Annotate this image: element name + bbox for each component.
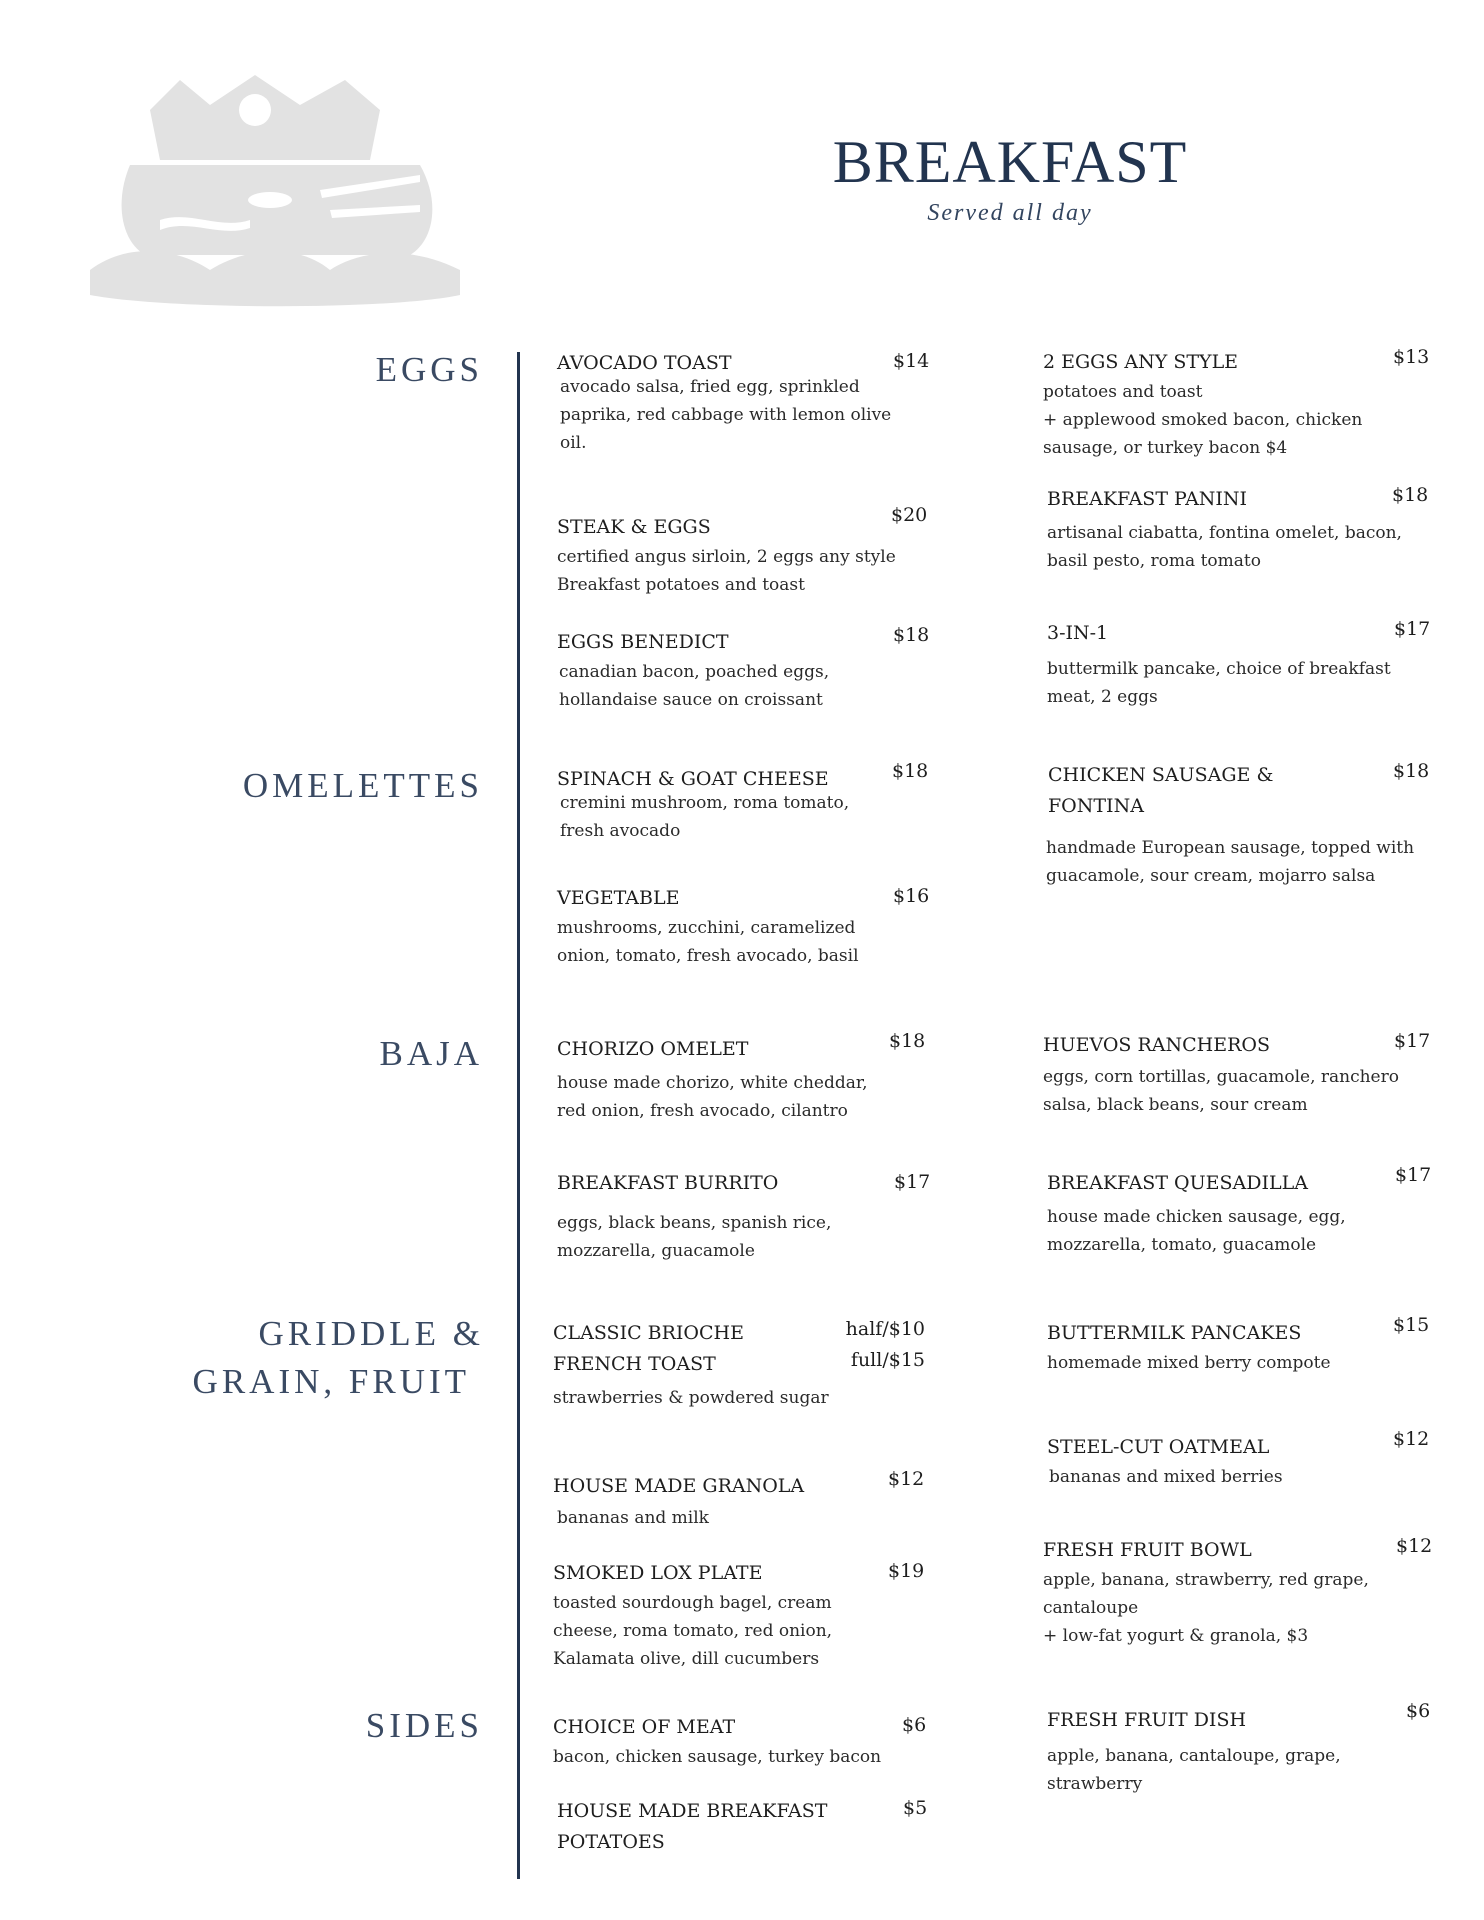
item-price: $19	[888, 1560, 925, 1582]
item-name: BREAKFAST PANINI	[1047, 488, 1248, 510]
item-description: house made chorizo, white cheddar, red onion, fresh avocado, cilantro	[557, 1073, 868, 1121]
item-name: BUTTERMILK PANCAKES	[1047, 1322, 1302, 1344]
item-description: strawberries & powdered sugar	[553, 1388, 829, 1408]
item-name: FRESH FRUIT BOWL	[1043, 1539, 1252, 1561]
item-price: $12	[1396, 1535, 1433, 1557]
item-description: eggs, black beans, spanish rice, mozzarella, guacamole	[557, 1213, 832, 1261]
item-name: AVOCADO TOAST	[557, 352, 732, 374]
item-name-line1: CLASSIC BRIOCHE	[553, 1322, 744, 1344]
item-description: bananas and mixed berries	[1049, 1467, 1283, 1487]
item-addon: + low-fat yogurt & granola, $3	[1043, 1626, 1309, 1646]
item-description: bananas and milk	[557, 1508, 709, 1528]
menu-item-fresh-fruit-dish	[1047, 1705, 1347, 1798]
section-divider-line	[517, 352, 520, 1879]
item-description: canadian bacon, poached eggs, hollandaise sauce on croissant	[559, 662, 830, 710]
item-description: handmade European sausage, topped with guacamole, sour cream, mojarro salsa	[1046, 838, 1415, 886]
item-price: $14	[893, 350, 930, 372]
lion-crown-logo	[90, 70, 470, 310]
item-description: eggs, corn tortillas, guacamole, ranchero salsa, black beans, sour cream	[1043, 1067, 1399, 1115]
item-name-line1: CHICKEN SAUSAGE &	[1048, 764, 1274, 786]
item-price: $18	[1392, 484, 1429, 506]
item-name: CHOICE OF MEAT	[553, 1716, 736, 1738]
menu-item-chicken-sausage-fontina	[1048, 760, 1418, 890]
item-price: $20	[891, 504, 928, 526]
item-price: $18	[889, 1030, 926, 1052]
menu-title: BREAKFAST	[832, 129, 1188, 195]
item-price: $5	[903, 1797, 928, 1819]
item-description: potatoes and toast	[1043, 382, 1203, 402]
menu-item-spinach-goat-cheese	[557, 764, 897, 845]
item-description: toasted sourdough bagel, cream cheese, roma tomato, red onion, Kalamata olive, dill cucumbers	[553, 1593, 833, 1669]
menu-subtitle: Served all day	[927, 200, 1093, 226]
item-description: apple, banana, cantaloupe, grape, strawberry	[1047, 1746, 1341, 1794]
item-name: BREAKFAST QUESADILLA	[1047, 1172, 1308, 1194]
item-name: STEEL-CUT OATMEAL	[1047, 1436, 1270, 1458]
item-price: $6	[1406, 1700, 1431, 1722]
item-price: $17	[1395, 1164, 1432, 1186]
item-name: SMOKED LOX PLATE	[553, 1562, 763, 1584]
item-price: $13	[1393, 346, 1430, 368]
menu-item-house-made-breakfast-potatoes	[557, 1796, 877, 1858]
item-description: artisanal ciabatta, fontina omelet, bacon, basil pesto, roma tomato	[1047, 523, 1402, 571]
menu-item-eggs-benedict	[557, 627, 857, 714]
item-name: CHORIZO OMELET	[557, 1038, 749, 1060]
item-description: avocado salsa, fried egg, sprinkled paprika, red cabbage with lemon olive oil.	[560, 377, 892, 453]
item-price: $18	[892, 760, 929, 782]
item-description: homemade mixed berry compote	[1047, 1353, 1331, 1373]
item-name-line2: FONTINA	[1048, 795, 1144, 817]
section-griddle-line1: GRIDDLE &	[258, 1314, 484, 1353]
section-griddle-line2: GRAIN, FRUIT	[192, 1362, 470, 1401]
item-description: apple, banana, strawberry, red grape, cantaloupe	[1043, 1570, 1369, 1618]
section-baja: BAJA	[379, 1034, 483, 1073]
item-name: SPINACH & GOAT CHEESE	[557, 768, 829, 790]
item-name: HOUSE MADE GRANOLA	[553, 1475, 805, 1497]
item-description: cremini mushroom, roma tomato, fresh avocado	[560, 793, 850, 841]
item-name-line2: FRENCH TOAST	[553, 1353, 716, 1375]
item-price: $15	[1393, 1314, 1430, 1336]
item-name: 2 EGGS ANY STYLE	[1043, 351, 1239, 373]
item-description: bacon, chicken sausage, turkey bacon	[553, 1747, 882, 1767]
item-price: $18	[1393, 760, 1430, 782]
item-price-half: half/$10	[845, 1318, 925, 1340]
item-description: house made chicken sausage, egg, mozzarella, tomato, guacamole	[1047, 1207, 1346, 1255]
item-name: VEGETABLE	[557, 887, 680, 909]
item-price: $18	[893, 624, 930, 646]
menu-item-breakfast-burrito	[557, 1168, 857, 1265]
menu-item-huevos-rancheros	[1043, 1030, 1413, 1119]
item-price: $6	[902, 1714, 927, 1736]
item-name: EGGS BENEDICT	[557, 631, 729, 653]
item-description: buttermilk pancake, choice of breakfast meat, 2 eggs	[1047, 659, 1391, 707]
item-price: $16	[893, 885, 930, 907]
section-eggs: EGGS	[375, 350, 483, 389]
item-description: certified angus sirloin, 2 eggs any style Breakfast potatoes and toast	[557, 547, 896, 595]
menu-item-breakfast-panini	[1047, 484, 1407, 575]
item-price: $12	[888, 1468, 925, 1490]
item-name: FRESH FRUIT DISH	[1047, 1709, 1247, 1731]
item-name: BREAKFAST BURRITO	[557, 1172, 779, 1194]
item-price: $17	[894, 1171, 931, 1193]
item-name: HUEVOS RANCHEROS	[1043, 1034, 1270, 1056]
menu-item-buttermilk-pancakes	[1047, 1318, 1377, 1377]
menu-item-breakfast-quesadilla	[1047, 1168, 1347, 1259]
menu-item-fresh-fruit-bowl	[1043, 1535, 1373, 1650]
menu-item-choice-of-meat	[553, 1712, 893, 1771]
item-addon: + applewood smoked bacon, chicken sausage, or turkey bacon $4	[1043, 410, 1363, 458]
menu-item-steak-eggs	[557, 512, 897, 599]
item-name: 3-IN-1	[1047, 622, 1109, 644]
item-price: $17	[1394, 618, 1431, 640]
menu-item-avocado-toast	[557, 348, 897, 457]
menu-item-vegetable	[557, 883, 877, 970]
section-omelettes: OMELETTES	[242, 766, 483, 805]
item-description: mushrooms, zucchini, caramelized onion, tomato, fresh avocado, basil	[557, 918, 859, 966]
menu-item-chorizo-omelet	[557, 1034, 897, 1125]
item-price: $12	[1393, 1428, 1430, 1450]
menu-item-steel-cut-oatmeal	[1047, 1432, 1377, 1491]
item-price-full: full/$15	[850, 1349, 925, 1371]
menu-item-french-toast	[553, 1318, 853, 1412]
item-name: STEAK & EGGS	[557, 516, 711, 538]
menu-item-2-eggs-any-style	[1043, 347, 1413, 462]
menu-item-3-in-1	[1047, 618, 1397, 711]
section-sides: SIDES	[365, 1706, 483, 1745]
menu-item-smoked-lox-plate	[553, 1558, 843, 1673]
menu-item-house-made-granola	[553, 1471, 853, 1532]
item-name-line2: POTATOES	[557, 1831, 665, 1853]
item-price: $17	[1394, 1030, 1431, 1052]
item-name-line1: HOUSE MADE BREAKFAST	[557, 1800, 828, 1822]
